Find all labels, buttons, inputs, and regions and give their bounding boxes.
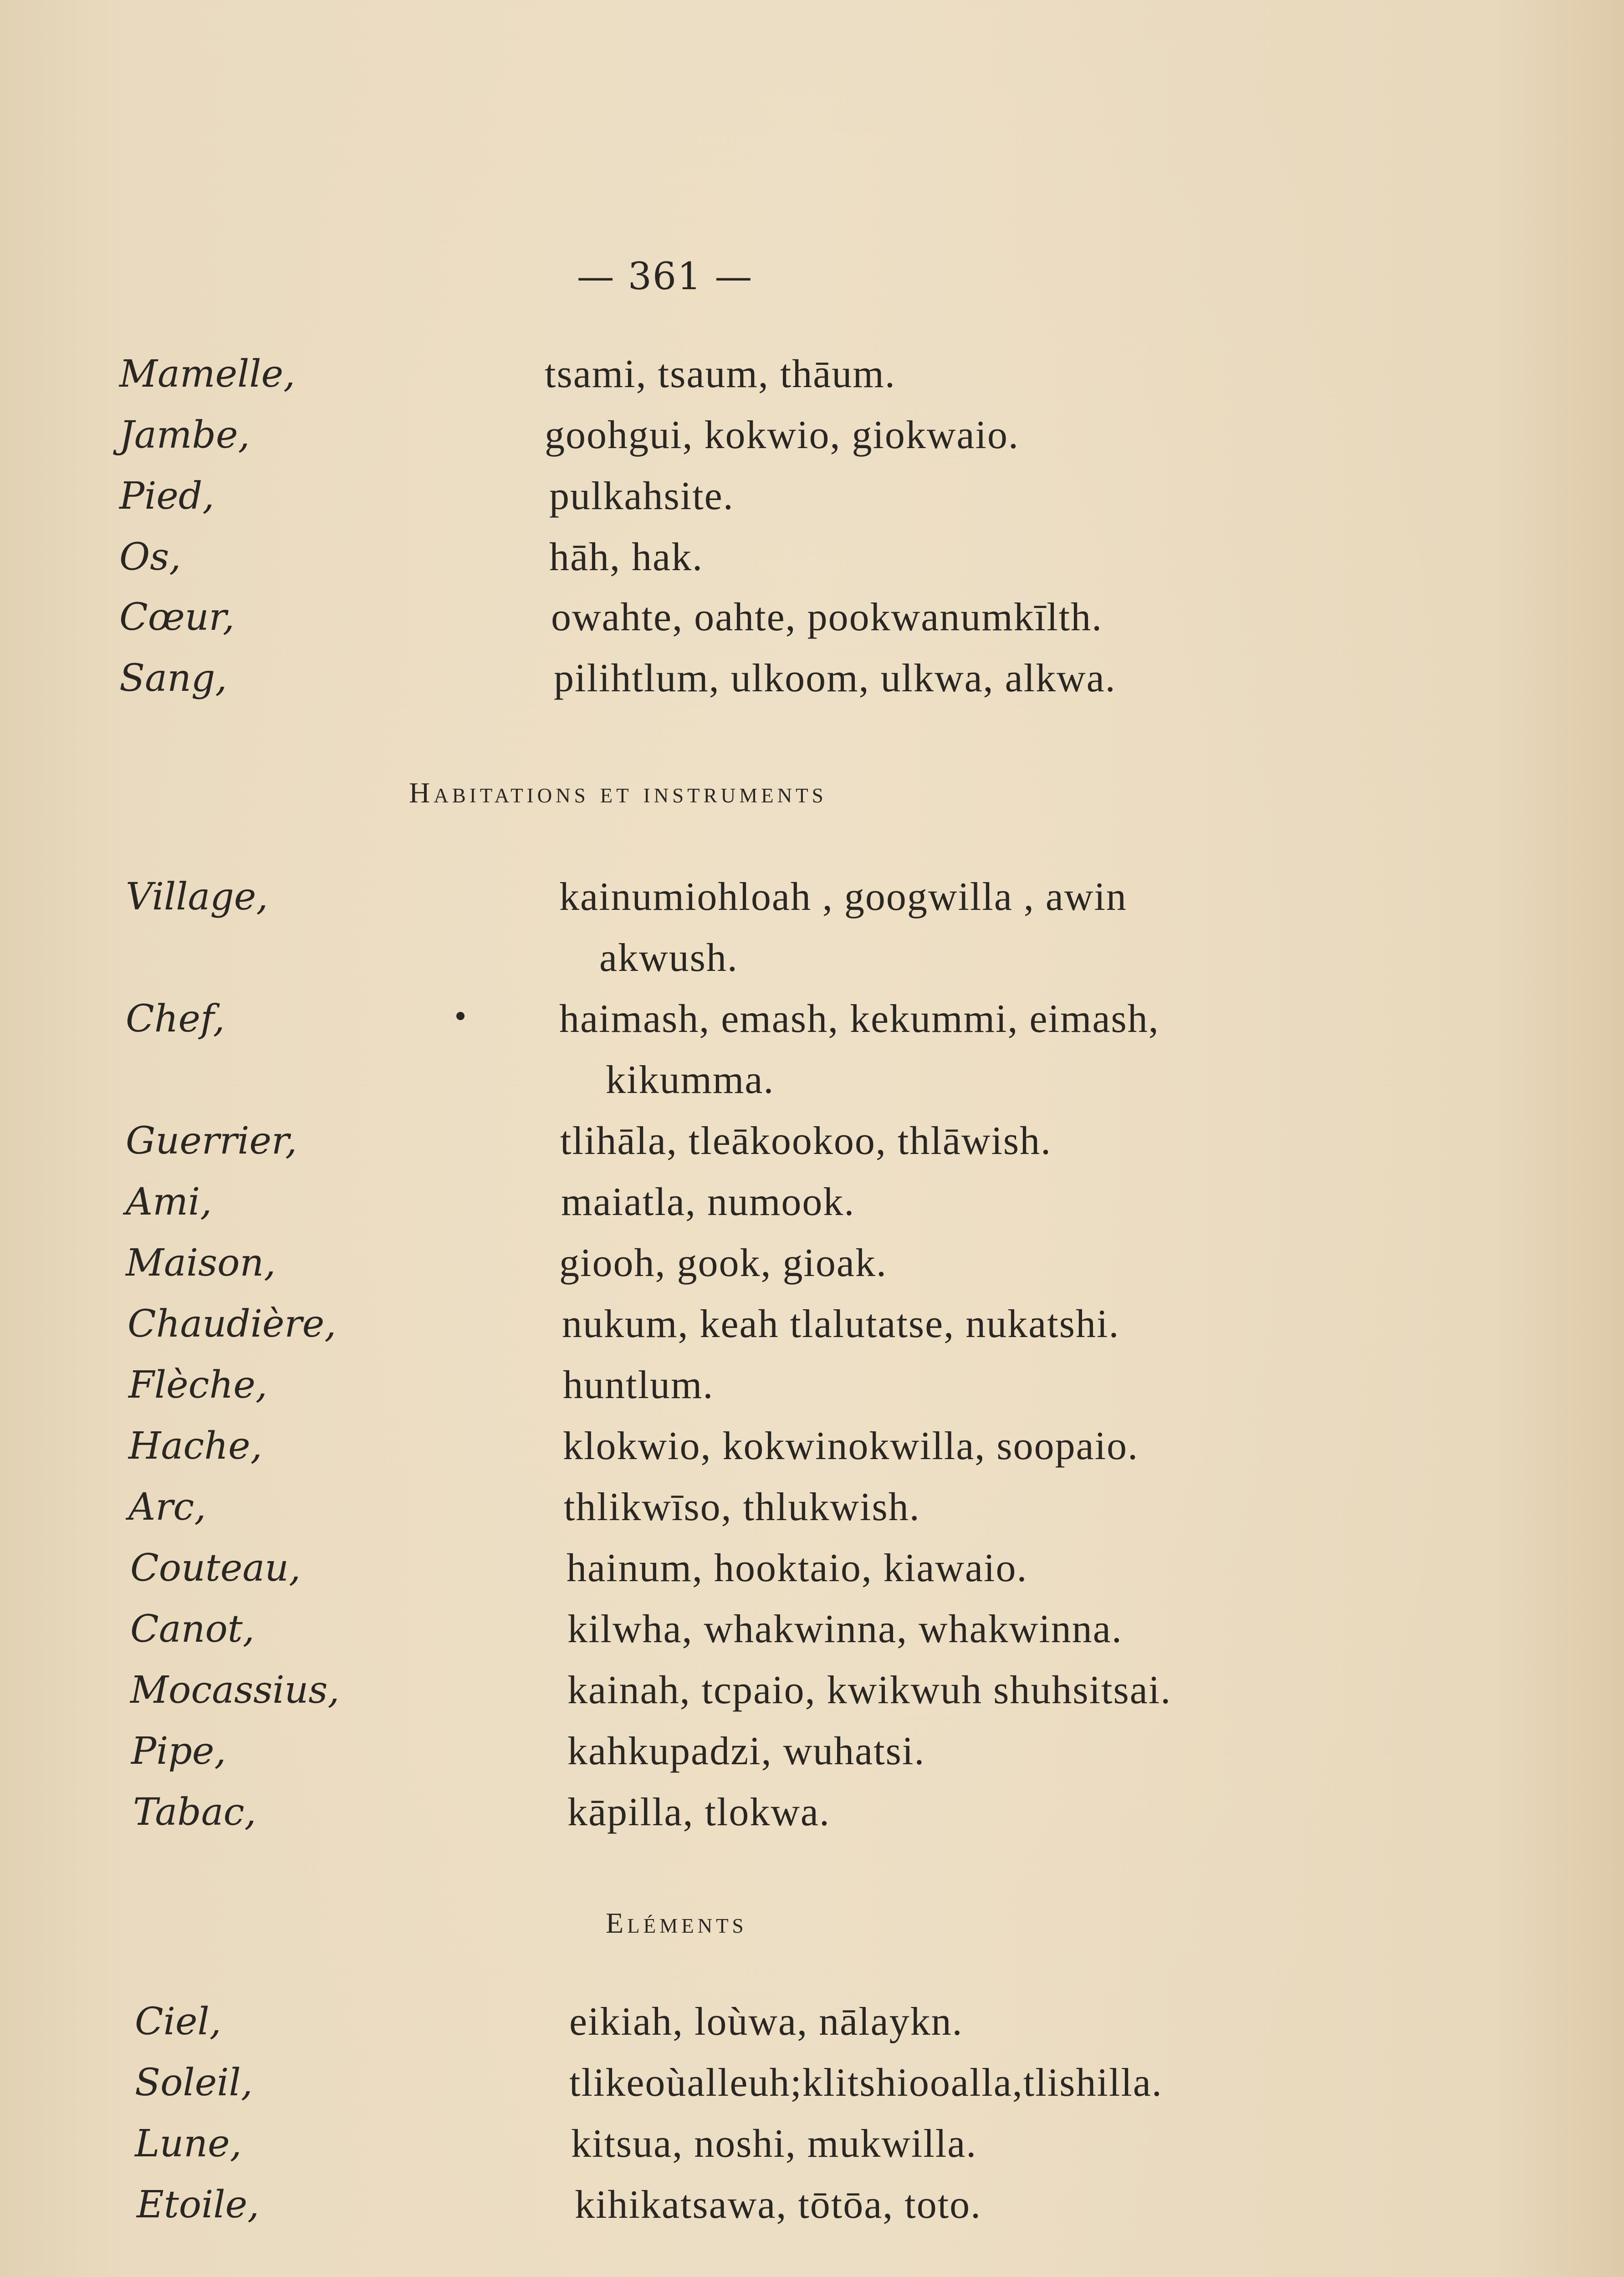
vocab-row [0, 1419, 1624, 1474]
french-term: Sang, [119, 657, 227, 700]
vocab-row [0, 1175, 1624, 1230]
native-terms-continued: kikumma. [606, 1058, 775, 1102]
french-term: Mamelle, [119, 352, 296, 396]
french-term: Pied, [119, 475, 214, 518]
native-terms: giooh, gook, gioak. [559, 1241, 887, 1285]
french-term: Mocassius, [130, 1669, 340, 1712]
native-terms: tlikeoùalleuh;klitshiooalla,tlishilla. [569, 2061, 1163, 2105]
section-heading: Habitations et instruments [409, 776, 827, 809]
native-terms: hāh, hak. [549, 535, 704, 579]
native-terms: hainum, hooktaio, kiawaio. [567, 1546, 1028, 1590]
vocab-row [0, 590, 1624, 645]
native-terms: huntlum. [563, 1363, 714, 1407]
native-terms: pulkahsite. [549, 474, 734, 518]
native-terms-continued: akwush. [599, 936, 738, 980]
french-term: Ciel, [135, 2000, 221, 2043]
vocab-row [0, 347, 1624, 402]
native-terms: kilwha, whakwinna, whakwinna. [567, 1607, 1123, 1651]
native-terms: kahkupadzi, wuhatsi. [567, 1729, 925, 1773]
native-terms: goohgui, kokwio, giokwaio. [545, 413, 1019, 457]
native-terms: eikiah, loùwa, nālaykn. [569, 2000, 963, 2044]
vocab-row [0, 1297, 1624, 1352]
french-term: Os, [119, 536, 181, 579]
native-terms: kainumiohloah , googwilla , awin [559, 875, 1127, 919]
french-term: Maison, [126, 1241, 276, 1285]
vocab-row [0, 992, 1624, 1047]
native-terms: nukum, keah tlalutatse, nukatshi. [562, 1302, 1120, 1346]
french-term: Cœur, [119, 596, 235, 639]
vocab-row [0, 1541, 1624, 1596]
native-terms: maiatla, numook. [561, 1180, 855, 1224]
vocab-row [0, 651, 1624, 706]
french-term: Lune, [135, 2122, 242, 2165]
native-terms: kāpilla, tlokwa. [567, 1790, 830, 1834]
vocab-row [0, 2117, 1624, 2171]
vocab-row [0, 1663, 1624, 1718]
vocab-row [0, 408, 1624, 463]
vocab-row [0, 870, 1624, 924]
vocab-row-continuation [0, 931, 1624, 985]
native-terms: klokwio, kokwinokwilla, soopaio. [563, 1424, 1139, 1468]
french-term: Chef, [126, 997, 225, 1041]
vocab-row [0, 469, 1624, 524]
french-term: Arc, [128, 1486, 206, 1529]
native-terms: thlikwīso, thlukwish. [564, 1485, 920, 1529]
ink-dot [456, 1012, 465, 1020]
french-term: Guerrier, [126, 1119, 297, 1163]
section-heading: Eléments [606, 1907, 747, 1939]
french-term: Jambe, [119, 414, 250, 457]
native-terms: kainah, tcpaio, kwikwuh shuhsitsai. [567, 1668, 1172, 1712]
french-term: Hache, [128, 1424, 262, 1468]
vocab-row-continuation [0, 1053, 1624, 1108]
vocab-row [0, 1236, 1624, 1291]
vocab-row [0, 1480, 1624, 1535]
vocab-row [0, 1602, 1624, 1657]
native-terms: haimash, emash, kekummi, eimash, [559, 997, 1159, 1041]
french-term: Ami, [126, 1180, 212, 1224]
native-terms: tsami, tsaum, thāum. [545, 352, 896, 396]
page-number: — 361 — [577, 255, 753, 298]
native-terms: kihikatsawa, tōtōa, toto. [575, 2183, 982, 2227]
native-terms: owahte, oahte, pookwanumkīlth. [551, 595, 1103, 639]
french-term: Canot, [130, 1608, 255, 1651]
vocab-row [0, 1995, 1624, 2049]
french-term: Tabac, [133, 1791, 256, 1834]
french-term: Chaudière, [128, 1302, 337, 1346]
french-term: Etoile, [137, 2183, 260, 2226]
vocab-row [0, 1724, 1624, 1779]
vocab-row [0, 1785, 1624, 1840]
french-term: Pipe, [131, 1730, 226, 1773]
native-terms: pilihtlum, ulkoom, ulkwa, alkwa. [554, 656, 1116, 700]
french-term: Village, [126, 875, 268, 919]
french-term: Flèche, [128, 1363, 267, 1407]
french-term: Couteau, [130, 1547, 301, 1590]
vocab-row [0, 2056, 1624, 2110]
vocab-row [0, 1114, 1624, 1169]
french-term: Soleil, [135, 2061, 253, 2104]
native-terms: tlihāla, tleākookoo, thlāwish. [560, 1119, 1052, 1163]
vocab-row [0, 530, 1624, 585]
vocab-row [0, 2178, 1624, 2232]
vocab-row [0, 1358, 1624, 1413]
native-terms: kitsua, noshi, mukwilla. [571, 2122, 977, 2166]
